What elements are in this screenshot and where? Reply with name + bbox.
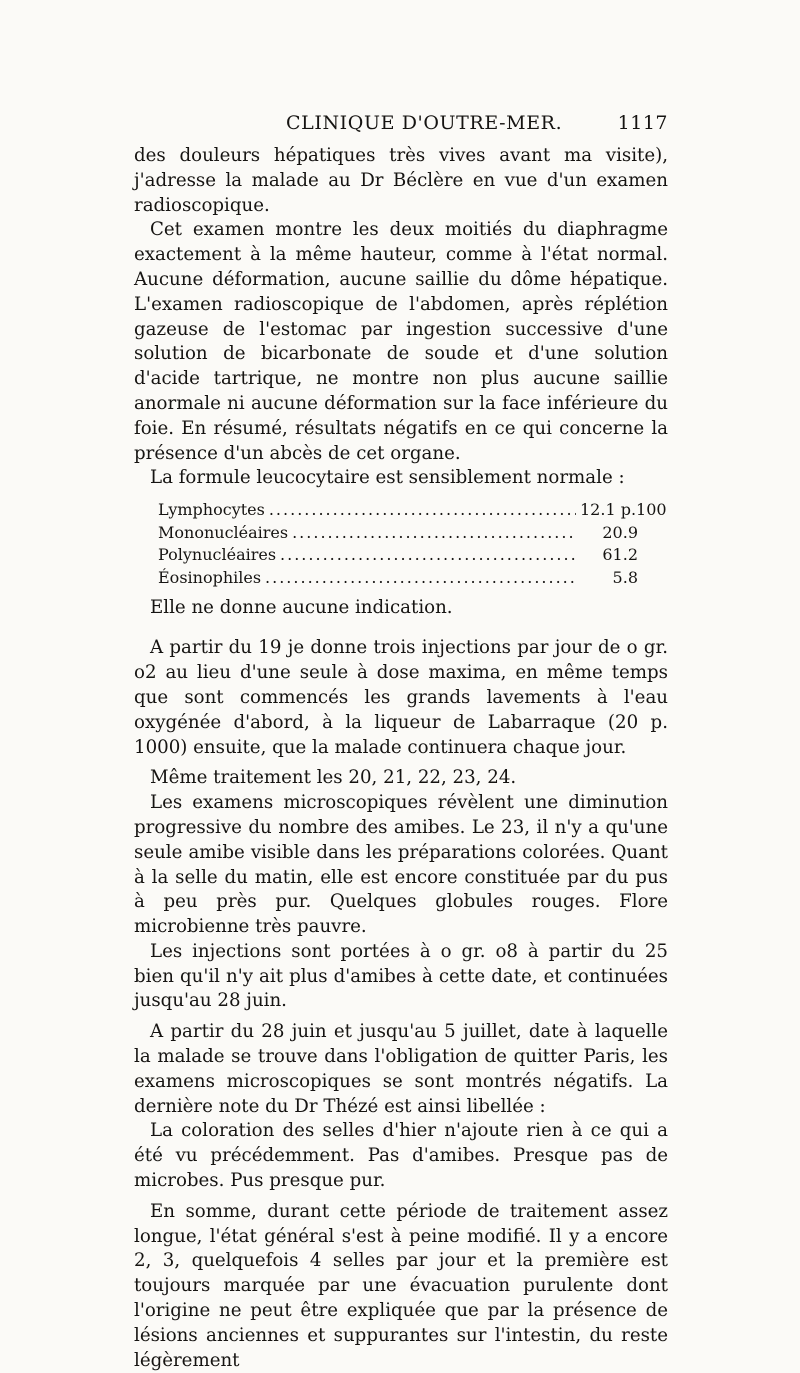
page-number: 1117 xyxy=(617,112,668,134)
leader-dots xyxy=(269,499,576,522)
leader-dots xyxy=(265,567,576,590)
paragraph-5: A partir du 19 je donne trois injections par jour de o gr. o2 au lieu d'une seule à dose maxima, en même temps que sont commencés les grands lavements à l'eau oxygénée d'abord, à la liqueur de Labarraque (20 p. 1000) ensuite, que la malade continuera chaque jour. xyxy=(134,637,668,758)
formula-label: Polynucléaires xyxy=(158,545,277,565)
leader-dots xyxy=(292,522,576,545)
formula-row xyxy=(158,522,668,545)
formula-row xyxy=(158,544,668,567)
paragraph-6: Même traitement les 20, 21, 22, 23, 24. xyxy=(150,767,517,789)
formula-label: Éosinophiles xyxy=(158,567,262,587)
paragraph-2: Cet examen montre les deux moitiés du diaphragme exactement à la même hauteur, comme à l'état normal. Aucune déformation, aucune saillie du dôme hépatique. L'examen radioscopique de l'abdomen, après réplétion gazeuse de l'estomac par ingestion successive d'une solution de bicarbonate de soude et d'une solution d'acide tartrique, ne montre non plus aucune saillie anormale ni aucune déformation sur la face inférieure du foie. En résumé, résultats négatifs en ce qui concerne la présence d'un abcès de cet organe. xyxy=(134,219,668,464)
running-title: CLINIQUE D'OUTRE-MER. xyxy=(286,112,563,134)
formula-value: 61.2 xyxy=(602,545,638,565)
paragraph-10: La coloration des selles d'hier n'ajoute rien à ce qui a été vu précédemment. Pas d'amibes. Presque pas de microbes. Pus presque pur. xyxy=(134,1120,668,1192)
formula-value: 12.1 p.100 xyxy=(580,500,667,520)
paragraph-3: La formule leucocytaire est sensiblement normale : xyxy=(150,467,625,489)
formula-label: Mononucléaires xyxy=(158,522,289,542)
running-header xyxy=(134,112,668,138)
paragraph-7: Les examens microscopiques révèlent une diminution progressive du nombre des amibes. Le 23, il n'y a qu'une seule amibe visible dans les préparations colorées. Quant à la selle du matin, elle est encore constituée par du pus à peu près pur. Quelques globules rouges. Flore microbienne très pauvre. xyxy=(134,792,668,938)
formula-row xyxy=(158,499,668,522)
leucocyte-formula-table xyxy=(158,499,668,589)
formula-label: Lymphocytes xyxy=(158,500,265,520)
paragraph-11: En somme, durant cette période de traitement assez longue, l'état général s'est à peine modifié. Il y a encore 2, 3, quelquefois 4 selles par jour et la première est toujours marquée par une évacuation purulente dont l'origine ne peut être expliquée que par la présence de lésions anciennes et suppurantes sur l'intestin, du reste légèrement xyxy=(134,1200,668,1371)
formula-value: 5.8 xyxy=(612,567,638,587)
paragraph-1: des douleurs hépatiques très vives avant ma visite), j'adresse la malade au Dr Béclère en vue d'un examen radioscopique. xyxy=(134,145,668,216)
paragraph-4: Elle ne donne aucune indication. xyxy=(150,596,453,618)
paragraph-9: A partir du 28 juin et jusqu'au 5 juillet, date à laquelle la malade se trouve dans l'obligation de quitter Paris, les examens microscopiques se sont montrés négatifs. La dernière note du Dr Thézé est ainsi libellée : xyxy=(134,1021,668,1117)
leader-dots xyxy=(280,544,576,567)
formula-row xyxy=(158,567,668,590)
formula-value: 20.9 xyxy=(602,522,638,542)
page-body xyxy=(134,144,668,1373)
paragraph-8: Les injections sont portées à o gr. o8 à partir du 25 bien qu'il n'y ait plus d'amibes à cette date, et continuées jusqu'au 28 juin. xyxy=(134,940,668,1012)
